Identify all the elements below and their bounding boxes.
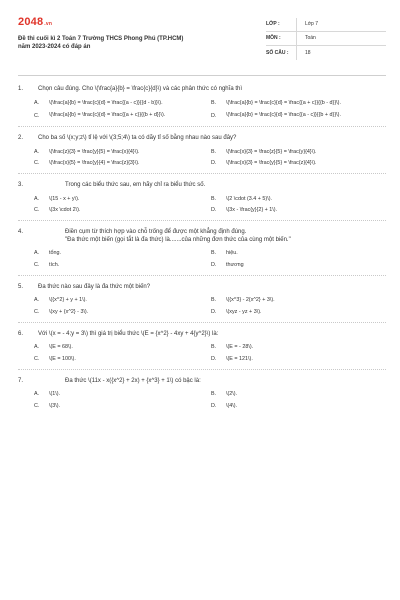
question-7: [18, 378, 386, 416]
option-a[interactable]: [34, 344, 201, 351]
answer-options: [18, 196, 386, 215]
option-text: \(E = - 28\).: [226, 344, 254, 351]
question-3: [18, 182, 386, 221]
option-letter: A.: [34, 391, 40, 398]
option-c[interactable]: [34, 262, 201, 269]
answer-options: [18, 297, 386, 316]
answer-options: [18, 100, 386, 121]
logo-sub: .vn: [44, 21, 53, 27]
option-a[interactable]: [34, 100, 201, 108]
option-d[interactable]: [211, 112, 378, 120]
option-letter: C.: [34, 355, 40, 362]
option-b[interactable]: [211, 391, 378, 398]
exam-title: [18, 35, 248, 52]
option-d[interactable]: [211, 403, 378, 410]
option-text: \(\frac{x}{5} = \frac{y}{4} = \frac{z}{3}\).: [49, 160, 140, 167]
question-header: [18, 135, 386, 143]
answer-options: [18, 250, 386, 269]
option-c[interactable]: [34, 207, 201, 214]
option-letter: C.: [34, 112, 40, 119]
question-2: [18, 135, 386, 174]
option-b[interactable]: [211, 100, 378, 108]
exam-title-line-1: Đề thi cuối kì 2 Toán 7 Trường THCS Phong Phú (TP.HCM): [18, 35, 184, 42]
question-number: 1.: [18, 86, 24, 92]
option-text: \(\frac{a}{b} = \frac{c}{d} = \frac{{a + c}}{{b + d}}\).: [49, 112, 166, 119]
question-number: 4.: [18, 229, 24, 236]
option-text: \(\frac{x}{3} = \frac{z}{5} = \frac{y}{4}\).: [226, 148, 317, 155]
option-d[interactable]: [211, 207, 378, 214]
answer-options: [18, 344, 386, 363]
option-b[interactable]: [211, 344, 378, 351]
option-letter: B.: [211, 148, 217, 155]
question-1: [18, 86, 386, 127]
question-text: Chọn câu đúng. Cho \(\frac{a}{b} = \frac{c}{d}\) và các phân thức có nghĩa thì: [38, 86, 242, 92]
option-text: \(\frac{a}{b} = \frac{c}{d} = \frac{{a + c}}{{b - d}}\).: [226, 99, 341, 106]
question-header: [18, 182, 386, 190]
option-text: \(\frac{a}{b} = \frac{c}{d} = \frac{{a - c}}{{b + d}}\).: [226, 112, 341, 119]
question-number: 7.: [18, 377, 24, 384]
option-letter: C.: [34, 207, 40, 214]
option-a[interactable]: [34, 297, 201, 304]
option-text: \({x^2} + y + 1\).: [49, 297, 87, 304]
option-d[interactable]: [211, 356, 378, 363]
option-letter: D.: [211, 308, 217, 315]
meta-row-question-count: [266, 46, 386, 60]
option-letter: B.: [211, 297, 217, 304]
question-text: Trong các biểu thức sau, em hãy chỉ ra biểu thức số.: [65, 182, 206, 189]
option-c[interactable]: [34, 403, 201, 410]
option-letter: A.: [34, 148, 40, 155]
option-letter: A.: [34, 250, 40, 257]
option-text: hiệu.: [226, 250, 238, 257]
site-logo[interactable]: [18, 16, 248, 30]
option-text: \(15 - x + y\).: [49, 195, 80, 202]
option-text: \(xy + {x^2} - 3\).: [49, 308, 89, 315]
meta-value: 18: [296, 46, 386, 60]
question-number: 3.: [18, 182, 24, 189]
option-text: \(3x \cdot 2\).: [49, 207, 81, 214]
question-text: Với \(x = - 4;y = 3\) thì giá trị biểu thức \(E = {x^2} - 4xy + 4{y^2}\) là:: [38, 330, 219, 337]
header-left: [18, 8, 248, 52]
meta-label: MÔN :: [266, 35, 281, 42]
option-letter: A.: [34, 344, 40, 351]
option-text: \({x^3} - 2{x^2} + 3\).: [226, 297, 275, 304]
option-text: \(E = 121\).: [226, 355, 253, 362]
option-letter: D.: [211, 355, 217, 362]
question-text: Cho ba số \(x;y;z\) tỉ lệ với \(3;5;4\) ta có dãy tỉ số bằng nhau nào sau đây?: [38, 135, 237, 142]
option-text: \(E = 68\).: [49, 344, 73, 351]
option-text: \(xyz - yz + 3\).: [226, 308, 262, 315]
option-d[interactable]: [211, 262, 378, 269]
question-header: [18, 331, 386, 339]
question-text: Đa thức nào sau đây là đa thức một biến?: [38, 283, 151, 290]
option-letter: B.: [211, 250, 217, 257]
option-letter: A.: [34, 100, 40, 107]
meta-value: Toán: [296, 32, 386, 45]
option-letter: D.: [211, 402, 217, 409]
question-5: [18, 284, 386, 323]
question-text: Điền cụm từ thích hợp vào chỗ trống để được một khẳng định đúng. "Đa thức một biến (gọi tắt là đa thức) là.......của những đơn thức của cùng một biến.": [65, 229, 291, 243]
question-4: [18, 229, 386, 276]
meta-value: Lớp 7: [296, 18, 386, 31]
option-letter: D.: [211, 160, 217, 167]
option-b[interactable]: [211, 297, 378, 304]
logo-main: 2048: [18, 16, 44, 28]
question-header: [18, 229, 386, 244]
meta-row-grade: [266, 18, 386, 32]
option-a[interactable]: [34, 196, 201, 203]
option-letter: C.: [34, 402, 40, 409]
option-b[interactable]: [211, 149, 378, 156]
question-number: 2.: [18, 135, 24, 142]
option-c[interactable]: [34, 160, 201, 167]
option-c[interactable]: [34, 356, 201, 363]
option-c[interactable]: [34, 309, 201, 316]
option-d[interactable]: [211, 160, 378, 167]
option-letter: C.: [34, 261, 40, 268]
exam-header: [18, 8, 386, 68]
question-list: [18, 86, 386, 416]
option-text: \(4\).: [226, 402, 238, 409]
question-text: Đa thức \(11x - x({x^2} + 2x) + {x^3} + 1\) có bậc là:: [65, 377, 201, 384]
meta-label: LỚP :: [266, 21, 280, 28]
answer-options: [18, 149, 386, 168]
option-text: \(2 \cdot (3.4 + 5)\).: [226, 195, 272, 202]
option-letter: B.: [211, 100, 217, 107]
option-text: tổng.: [49, 250, 61, 257]
option-text: thương: [226, 261, 244, 268]
option-text: \(3\).: [49, 402, 61, 409]
question-number: 6.: [18, 330, 24, 337]
option-text: tích.: [49, 261, 60, 268]
option-letter: B.: [211, 195, 217, 202]
exam-title-line-2: năm 2023-2024 có đáp án: [18, 44, 91, 51]
option-letter: B.: [211, 391, 217, 398]
option-text: \(\frac{a}{b} = \frac{c}{d} = \frac{{a - c}}{{d - b}}\).: [49, 99, 163, 106]
option-letter: D.: [211, 261, 217, 268]
option-letter: C.: [34, 308, 40, 315]
meta-row-subject: [266, 32, 386, 46]
option-a[interactable]: [34, 149, 201, 156]
option-letter: B.: [211, 344, 217, 351]
option-c[interactable]: [34, 112, 201, 120]
option-text: \(2\).: [226, 391, 238, 398]
option-text: \(3x - \frac{y}{2} + 1\).: [226, 207, 278, 214]
option-letter: A.: [34, 297, 40, 304]
answer-options: [18, 391, 386, 410]
question-header: [18, 86, 386, 94]
question-header: [18, 284, 386, 292]
option-text: \(1\).: [49, 391, 61, 398]
question-number: 5.: [18, 283, 24, 290]
header-divider: [18, 75, 386, 76]
option-text: \(E = 100\).: [49, 355, 76, 362]
option-b[interactable]: [211, 196, 378, 203]
option-letter: D.: [211, 207, 217, 214]
option-letter: A.: [34, 195, 40, 202]
question-header: [18, 378, 386, 386]
option-a[interactable]: [34, 391, 201, 398]
meta-label: SỐ CÂU :: [266, 49, 289, 56]
option-d[interactable]: [211, 309, 378, 316]
option-letter: D.: [211, 112, 217, 119]
option-text: \(\frac{z}{3} = \frac{y}{5} = \frac{x}{4}\).: [49, 148, 140, 155]
option-b[interactable]: [211, 250, 378, 257]
exam-meta-table: [266, 18, 386, 60]
option-text: \(\frac{x}{3} = \frac{y}{5} = \frac{z}{4}\).: [226, 160, 317, 167]
question-6: [18, 331, 386, 370]
option-a[interactable]: [34, 250, 201, 257]
option-letter: C.: [34, 160, 40, 167]
